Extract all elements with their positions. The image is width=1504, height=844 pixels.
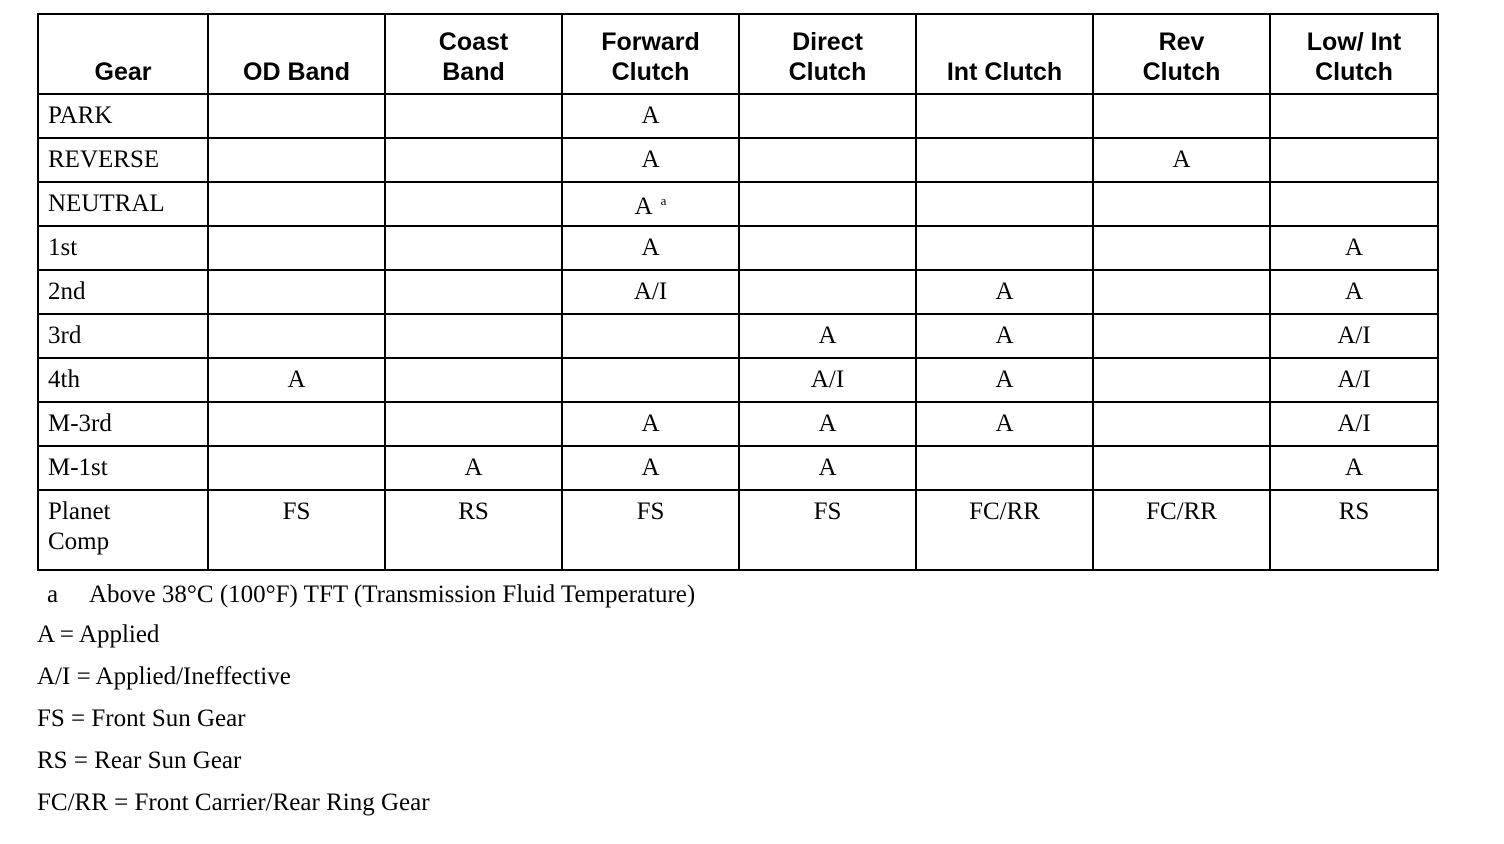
- table-cell: FS: [208, 490, 385, 570]
- footnote-text: Above 38°C (100°F) TFT (Transmission Fluid Temperature): [89, 581, 696, 608]
- table-cell: [916, 226, 1093, 270]
- table-cell: [916, 138, 1093, 182]
- footnote: [47, 580, 695, 616]
- table-cell: [385, 138, 562, 182]
- gear-cell: M-3rd: [38, 402, 208, 446]
- table-cell: A/I: [1270, 358, 1438, 402]
- table-cell-value: A: [634, 193, 653, 220]
- table-cell: [739, 270, 916, 314]
- table-row: [38, 358, 1438, 402]
- table-cell: [739, 226, 916, 270]
- table-cell: [1093, 182, 1270, 226]
- legend-item: A = Applied: [37, 621, 160, 648]
- table-cell: [916, 182, 1093, 226]
- legend: [37, 580, 695, 830]
- gear-cell: 3rd: [38, 314, 208, 358]
- table-cell: [208, 270, 385, 314]
- header-od-band: OD Band: [208, 14, 385, 94]
- table-cell: FS: [562, 490, 739, 570]
- table-cell: [208, 138, 385, 182]
- table-cell: A: [739, 402, 916, 446]
- table-row: [38, 138, 1438, 182]
- table-cell: A: [916, 402, 1093, 446]
- legend-item: FS = Front Sun Gear: [37, 705, 246, 732]
- table-cell: [916, 94, 1093, 138]
- gear-cell: M-1st: [38, 446, 208, 490]
- table-cell: [1093, 446, 1270, 490]
- table-row: [38, 182, 1438, 226]
- table-cell: [385, 182, 562, 226]
- table-cell: FS: [739, 490, 916, 570]
- table-cell: A: [916, 314, 1093, 358]
- table-cell-with-note: [562, 182, 739, 226]
- table-cell: A: [916, 270, 1093, 314]
- table-row: [38, 314, 1438, 358]
- table-cell: A/I: [562, 270, 739, 314]
- table-cell: A: [1270, 446, 1438, 490]
- legend-item: A/I = Applied/Ineffective: [37, 663, 291, 690]
- table-cell: FC/RR: [916, 490, 1093, 570]
- table-header-row: [38, 14, 1438, 94]
- table-cell: A: [739, 314, 916, 358]
- gear-cell: 4th: [38, 358, 208, 402]
- table-cell: A: [562, 94, 739, 138]
- table-cell: [385, 358, 562, 402]
- footnote-mark: a: [47, 581, 59, 608]
- table-cell: A: [562, 402, 739, 446]
- table-cell: [208, 94, 385, 138]
- legend-item: FC/RR = Front Carrier/Rear Ring Gear: [37, 789, 430, 816]
- table-cell: [739, 182, 916, 226]
- table-row: [38, 402, 1438, 446]
- table-cell: A: [1270, 226, 1438, 270]
- gear-cell: NEUTRAL: [38, 182, 208, 226]
- table-cell: [1093, 358, 1270, 402]
- table-cell: A: [562, 446, 739, 490]
- gear-cell: REVERSE: [38, 138, 208, 182]
- table-row: [38, 446, 1438, 490]
- table-cell: A: [385, 446, 562, 490]
- table-cell: [1093, 94, 1270, 138]
- table-row: [38, 490, 1438, 570]
- table-cell: [385, 270, 562, 314]
- table-cell: [1093, 402, 1270, 446]
- table-cell: [208, 402, 385, 446]
- table-cell: [562, 314, 739, 358]
- table-cell: [1270, 182, 1438, 226]
- table-cell: [385, 94, 562, 138]
- table-cell: [739, 94, 916, 138]
- table-cell: A: [739, 446, 916, 490]
- header-int-clutch: Int Clutch: [916, 14, 1093, 94]
- table-cell: A: [562, 138, 739, 182]
- table-cell: [385, 314, 562, 358]
- table-cell: [1093, 314, 1270, 358]
- table-cell: [208, 226, 385, 270]
- table-cell: [916, 446, 1093, 490]
- gear-cell: 1st: [38, 226, 208, 270]
- table-cell: [1270, 94, 1438, 138]
- header-rev-clutch: Rev Clutch: [1093, 14, 1270, 94]
- header-gear: Gear: [38, 14, 208, 94]
- header-direct-clutch: Direct Clutch: [739, 14, 916, 94]
- header-coast-band: Coast Band: [385, 14, 562, 94]
- header-low-int-clutch: Low/ Int Clutch: [1270, 14, 1438, 94]
- table-cell: A/I: [1270, 402, 1438, 446]
- table-cell: A: [1093, 138, 1270, 182]
- table-cell: [385, 226, 562, 270]
- table-cell: [739, 138, 916, 182]
- table-cell: A/I: [739, 358, 916, 402]
- legend-item: RS = Rear Sun Gear: [37, 747, 242, 774]
- table-cell: [208, 446, 385, 490]
- header-forward-clutch: Forward Clutch: [562, 14, 739, 94]
- table-cell: [385, 402, 562, 446]
- table-cell: [562, 358, 739, 402]
- clutch-application-table: [37, 13, 1439, 571]
- table-cell: A: [1270, 270, 1438, 314]
- footnote-marker: a: [660, 193, 667, 208]
- table-row: [38, 270, 1438, 314]
- table-cell: [1270, 138, 1438, 182]
- table-cell: [1093, 226, 1270, 270]
- table-cell: RS: [1270, 490, 1438, 570]
- table-cell: [1093, 270, 1270, 314]
- gear-cell: 2nd: [38, 270, 208, 314]
- table-cell: A/I: [1270, 314, 1438, 358]
- gear-cell: Planet Comp: [38, 490, 208, 570]
- table-cell: A: [208, 358, 385, 402]
- table-cell: [208, 182, 385, 226]
- table-cell: A: [562, 226, 739, 270]
- table-cell: A: [916, 358, 1093, 402]
- table-cell: [208, 314, 385, 358]
- table-cell: RS: [385, 490, 562, 570]
- table-row: [38, 226, 1438, 270]
- gear-cell: PARK: [38, 94, 208, 138]
- table-row: [38, 94, 1438, 138]
- table-cell: FC/RR: [1093, 490, 1270, 570]
